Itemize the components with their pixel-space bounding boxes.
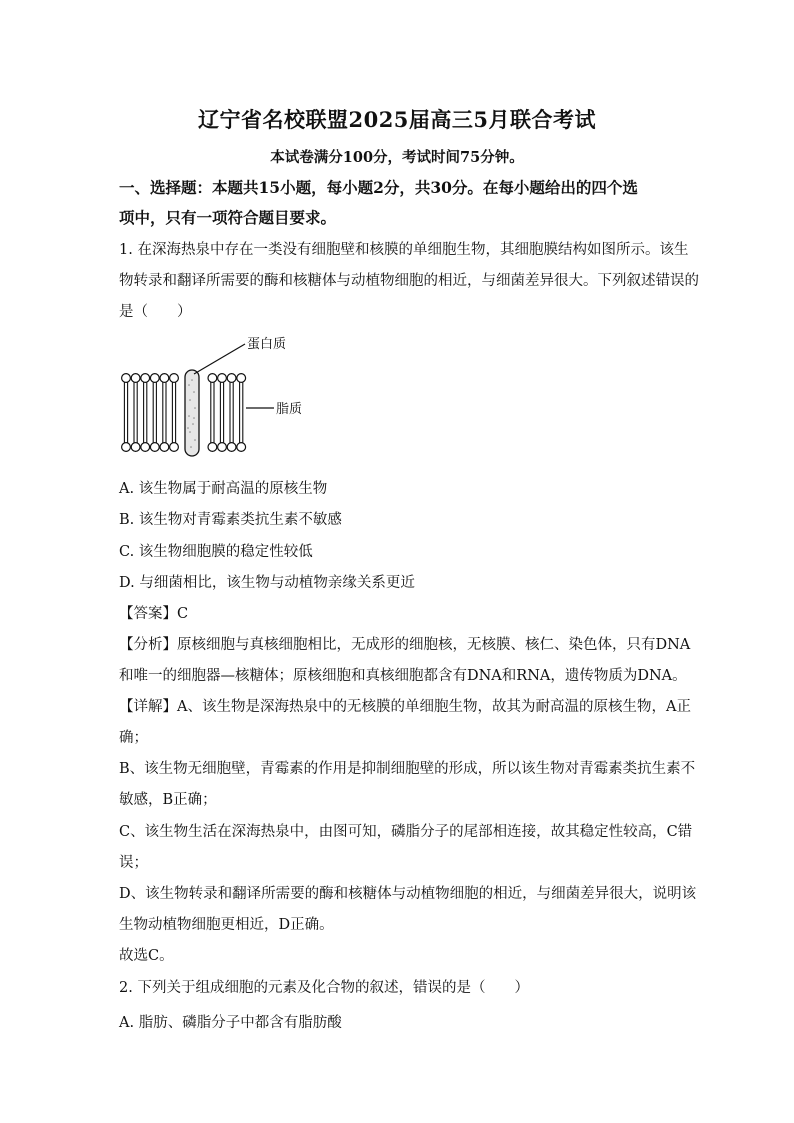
protein-label: 蛋白质 [247, 337, 287, 352]
lipid-head [141, 443, 150, 452]
q1-detail-line5: C、该生物生活在深海热泉中，由图可知，磷脂分子的尾部相连接，故其稳定性较高，C错 [119, 824, 693, 840]
q1-option-a: A. 该生物属于耐高温的原核生物 [119, 481, 328, 497]
lipid-head [160, 443, 169, 452]
exam-subtitle: 本试卷满分100分，考试时间75分钟。 [270, 149, 524, 166]
section-heading-line1: 一、选择题：本题共15小题，每小题2分，共30分。在每小题给出的四个选 [119, 178, 638, 197]
q1-stem-line2: 物转录和翻译所需要的酶和核糖体与动植物细胞的相近，与细菌差异很大。下列叙述错误的 [119, 273, 699, 289]
lipid-head [208, 374, 217, 383]
exam-title: 辽宁省名校联盟2025届高三5月联合考试 [197, 107, 597, 132]
lipid-head [237, 374, 246, 383]
q1-option-b: B. 该生物对青霉素类抗生素不敏感 [119, 512, 342, 528]
lipid-head [218, 374, 227, 383]
q1-detail-line7: D、该生物转录和翻译所需要的酶和核糖体与动植物细胞的相近，与细菌差异很大，说明该 [119, 886, 697, 902]
q1-detail-line3: B、该生物无细胞壁，青霉素的作用是抑制细胞壁的形成，所以该生物对青霉素类抗生素不 [119, 761, 696, 777]
q2-stem: 2. 下列关于组成细胞的元素及化合物的叙述，错误的是（ ） [119, 980, 529, 996]
lipid-head [150, 374, 159, 383]
q1-stem-line1: 1. 在深海热泉中存在一类没有细胞壁和核膜的单细胞生物，其细胞膜结构如图所示。该生 [119, 242, 689, 258]
q1-detail-line2: 确； [119, 730, 148, 746]
lipid-head [141, 374, 150, 383]
transmembrane-protein [185, 370, 199, 456]
lipid-head [170, 374, 179, 383]
lipid-head [131, 374, 140, 383]
q1-detail-line8: 生物动植物细胞更相近，D正确。 [119, 917, 334, 933]
lipid-head [150, 443, 159, 452]
lipid-head [160, 374, 169, 383]
lipid-head [208, 443, 217, 452]
lipid-head [131, 443, 140, 452]
lipid-head [237, 443, 246, 452]
lipid-head [122, 374, 131, 383]
q1-analysis-line1: 【分析】原核细胞与真核细胞相比，无成形的细胞核，无核膜、核仁、染色体，只有DNA [119, 637, 691, 653]
q1-option-d: D. 与细菌相比，该生物与动植物亲缘关系更近 [119, 575, 415, 591]
lipid-head [227, 443, 236, 452]
section-heading-line2: 项中，只有一项符合题目要求。 [119, 208, 337, 227]
lipid-head [122, 443, 131, 452]
q1-conclusion: 故选C。 [119, 948, 174, 964]
lipid-head [227, 374, 236, 383]
q1-detail-line6: 误； [119, 855, 148, 871]
phospholipid-bilayer [122, 374, 246, 452]
q2-option-a: A. 脂肪、磷脂分子中都含有脂肪酸 [119, 1015, 342, 1031]
q1-detail-line4: 敏感，B正确； [119, 792, 217, 808]
q1-analysis-line2: 和唯一的细胞器—核糖体；原核细胞和真核细胞都含有DNA和RNA，遗传物质为DNA。 [119, 668, 687, 684]
protein-leader-line [194, 344, 245, 374]
q1-stem-line3: 是（ ） [119, 304, 192, 320]
lipid-label: 脂质 [276, 402, 303, 417]
lipid-head [170, 443, 179, 452]
lipid-head [218, 443, 227, 452]
membrane-diagram [118, 330, 318, 460]
q1-answer: 【答案】C [119, 606, 189, 622]
q1-option-c: C. 该生物细胞膜的稳定性较低 [119, 544, 313, 560]
q1-detail-line1: 【详解】A、该生物是深海热泉中的无核膜的单细胞生物，故其为耐高温的原核生物，A正 [119, 699, 691, 715]
